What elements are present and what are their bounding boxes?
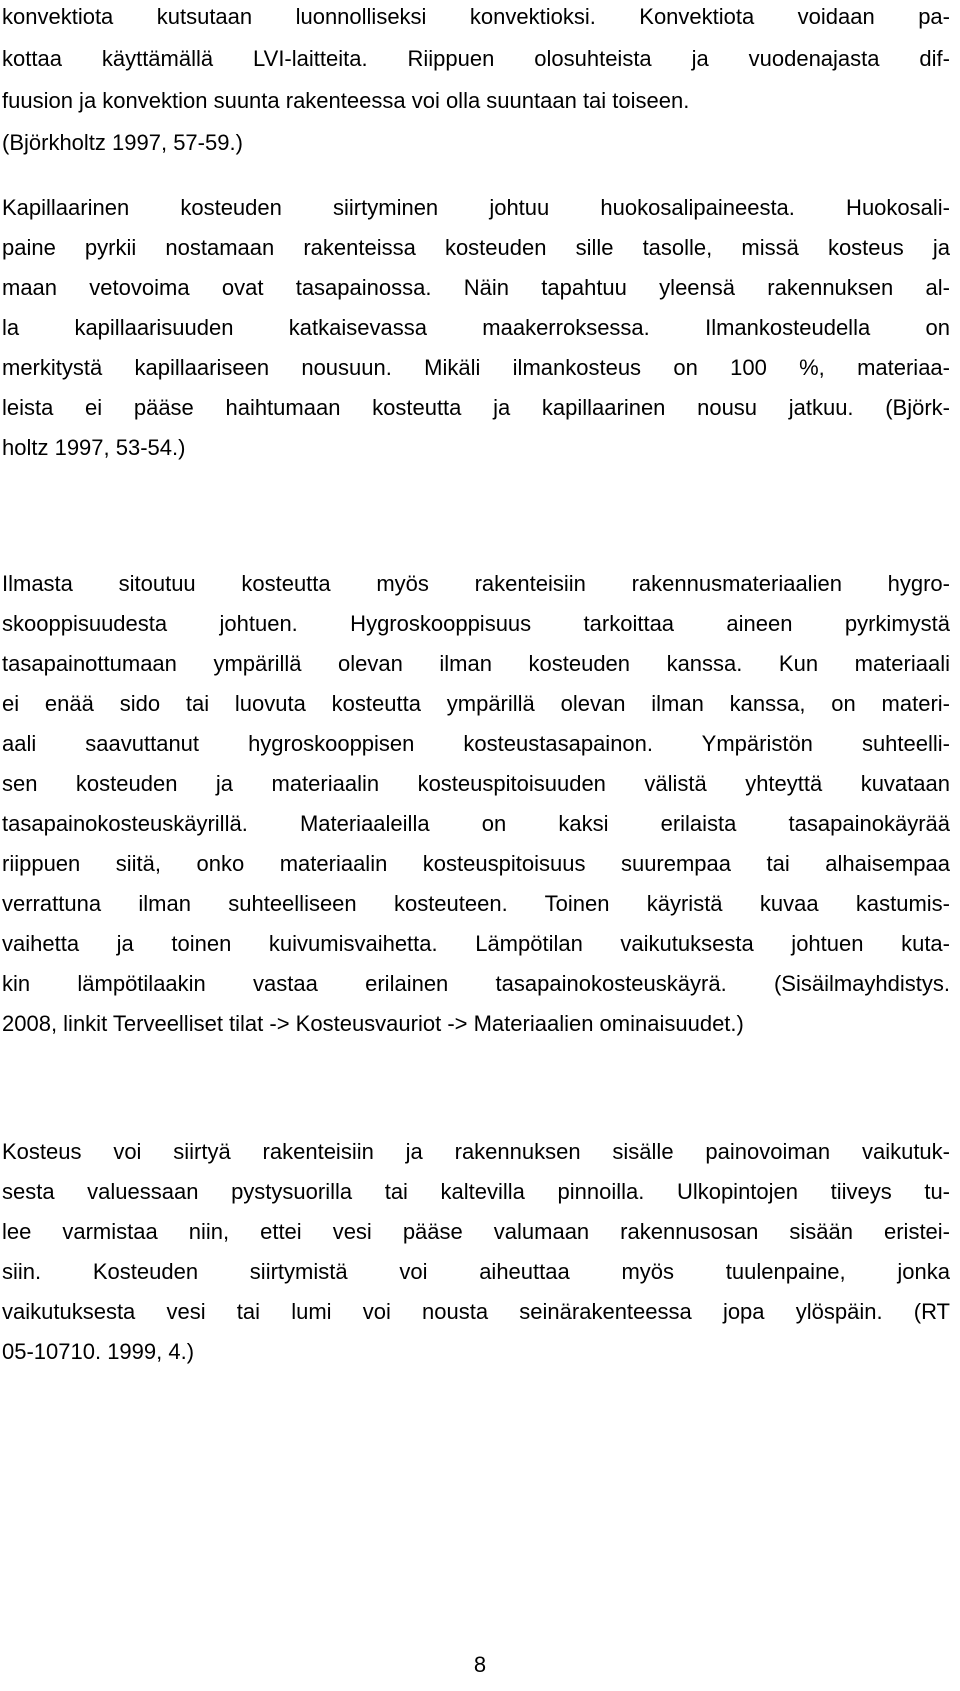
text-line: leista ei pääse haihtumaan kosteutta ja kapillaarinen nousu jatkuu. (Björk- — [2, 395, 950, 420]
text-line: ei enää sido tai luovuta kosteutta ympärillä olevan ilman kanssa, on materi- — [2, 691, 950, 716]
text-line: kottaa käyttämällä LVI-laitteita. Riippuen olosuhteista ja vuodenajasta dif- — [2, 46, 950, 71]
text-line: siin. Kosteuden siirtymistä voi aiheuttaa myös tuulenpaine, jonka — [2, 1259, 950, 1284]
text-line: konvektiota kutsutaan luonnolliseksi konvektioksi. Konvektiota voidaan pa- — [2, 4, 950, 29]
text-line: Ilmasta sitoutuu kosteutta myös rakenteisiin rakennusmateriaalien hygro- — [2, 571, 950, 596]
text-line: tasapainottumaan ympärillä olevan ilman kosteuden kanssa. Kun materiaali — [2, 651, 950, 676]
text-line: aali saavuttanut hygroskooppisen kosteustasapainon. Ympäristön suhteelli- — [2, 731, 950, 756]
text-line: vaihetta ja toinen kuivumisvaihetta. Lämpötilan vaikutuksesta johtuen kuta- — [2, 931, 950, 956]
text-line: skooppisuudesta johtuen. Hygroskooppisuus tarkoittaa aineen pyrkimystä — [2, 611, 950, 636]
text-line: maan vetovoima ovat tasapainossa. Näin tapahtuu yleensä rakennuksen al- — [2, 275, 950, 300]
text-line: merkitystä kapillaariseen nousuun. Mikäli ilmankosteus on 100 %, materiaa- — [2, 355, 950, 380]
text-line: paine pyrkii nostamaan rakenteissa kosteuden sille tasolle, missä kosteus ja — [2, 235, 950, 260]
text-line: tasapainokosteuskäyrillä. Materiaaleilla on kaksi erilaista tasapainokäyrää — [2, 811, 950, 836]
text-line: vaikutuksesta vesi tai lumi voi nousta seinärakenteessa jopa ylöspäin. (RT — [2, 1299, 950, 1324]
text-line: sesta valuessaan pystysuorilla tai kaltevilla pinnoilla. Ulkopintojen tiiveys tu- — [2, 1179, 950, 1204]
text-line: riippuen siitä, onko materiaalin kosteuspitoisuus suurempaa tai alhaisempaa — [2, 851, 950, 876]
text-line: (Björkholtz 1997, 57-59.) — [2, 130, 243, 155]
text-line: verrattuna ilman suhteelliseen kosteuteen. Toinen käyristä kuvaa kastumis- — [2, 891, 950, 916]
text-line: 2008, linkit Terveelliset tilat -> Kosteusvauriot -> Materiaalien ominaisuudet.) — [2, 1011, 744, 1036]
text-line: Kosteus voi siirtyä rakenteisiin ja rakennuksen sisälle painovoiman vaikutuk- — [2, 1139, 950, 1164]
text-line: lee varmistaa niin, ettei vesi pääse valumaan rakennusosan sisään eristei- — [2, 1219, 950, 1244]
text-line: kin lämpötilaakin vastaa erilainen tasapainokosteuskäyrä. (Sisäilmayhdistys. — [2, 971, 950, 996]
paragraph-hygroscopic — [2, 564, 950, 1044]
text-line: Kapillaarinen kosteuden siirtyminen johtuu huokosalipaineesta. Huokosali- — [2, 195, 950, 220]
page-number: 8 — [473, 1652, 487, 1677]
text-line: la kapillaarisuuden katkaisevassa maakerroksessa. Ilmankosteudella on — [2, 315, 950, 340]
text-line: sen kosteuden ja materiaalin kosteuspitoisuuden välistä yhteyttä kuvataan — [2, 771, 950, 796]
text-line: holtz 1997, 53-54.) — [2, 435, 186, 460]
text-line: fuusion ja konvektion suunta rakenteessa voi olla suuntaan tai toiseen. — [2, 88, 690, 113]
text-line: 05-10710. 1999, 4.) — [2, 1339, 195, 1364]
paragraph-convection — [2, 0, 950, 164]
paragraph-capillary — [2, 188, 950, 468]
paragraph-gravity — [2, 1132, 950, 1372]
